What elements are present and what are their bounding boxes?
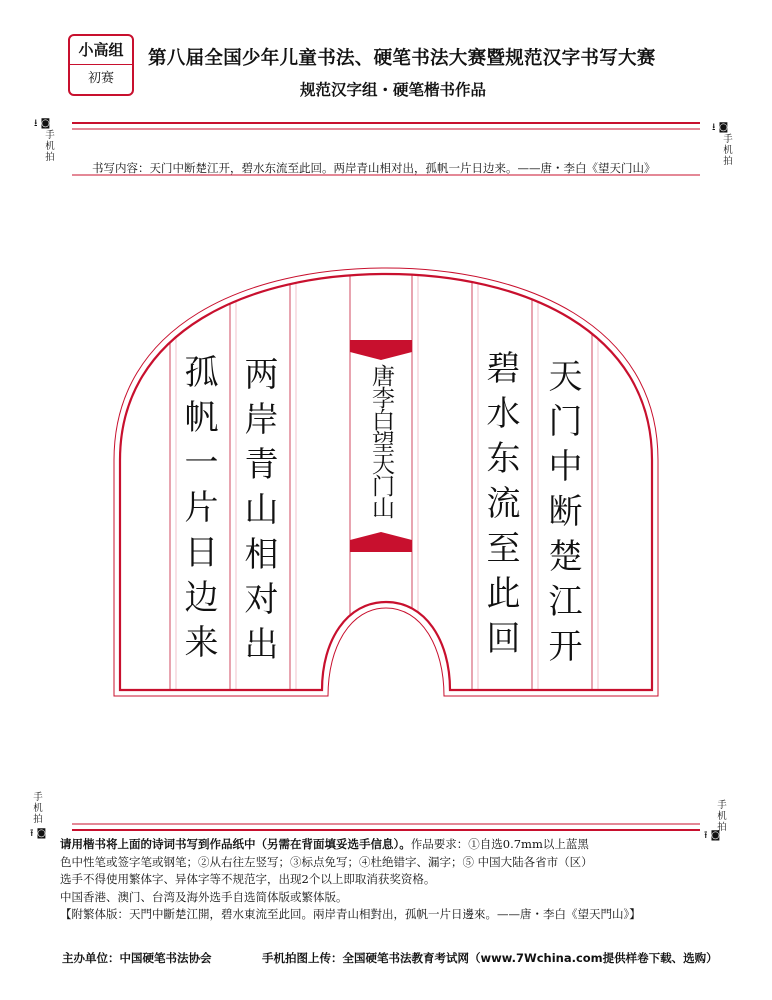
camera-download-icon: ⭳ ◙ (712, 122, 729, 133)
phone-shoot-label-bl: 手机拍 (33, 792, 43, 825)
instructions-line-1 (60, 836, 720, 854)
instructions-requirements: 作品要求：①自选0.7mm以上蓝黑 (410, 837, 589, 851)
signature-column: 唐李白望天门山 (368, 364, 394, 518)
camera-download-icon: ⭳ ◙ (34, 118, 51, 129)
phone-shoot-label-tr: 手机拍 (723, 134, 733, 167)
camera-upload-icon: ⭱ ◙ (704, 830, 721, 841)
page-subtitle: 规范汉字组・硬笔楷书作品 (300, 81, 487, 99)
poem-column-1: 天门中断楚江开 (542, 358, 582, 673)
instructions-line-5: 【附繁体版：天門中斷楚江開，碧水東流至此回。兩岸青山相對出，孤帆一片日邊來。——唐・李白《望天門山》】 (60, 907, 641, 921)
instructions-heading: 请用楷书将上面的诗词书写到作品纸中（另需在背面填妥选手信息）。 (60, 837, 411, 851)
instructions-line-3: 选手不得使用繁体字、异体字等不规范字，出现2个以上即取消获奖资格。 (60, 872, 436, 886)
poem-column-3: 两岸青山相对出 (238, 356, 278, 671)
poem-column-4: 孤帆一片日边来 (178, 354, 218, 669)
writing-content: 书写内容：天门中断楚江开，碧水东流至此回。两岸青山相对出，孤帆一片日边来。——唐・李白《望天门山》 (92, 161, 656, 175)
page-title: 第八届全国少年儿童书法、硬笔书法大赛暨规范汉字书写大赛 (148, 48, 656, 69)
instructions-line-4: 中国香港、澳门、台湾及海外选手自选简体版或繁体版。 (60, 889, 348, 904)
organizer-label: 主办单位：中国硬笔书法协会 (62, 951, 212, 965)
camera-upload-icon: ⭱ ◙ (30, 828, 47, 839)
instructions-block (60, 836, 720, 924)
group-label: 小高组 (70, 36, 132, 65)
phone-shoot-label-br: 手机拍 (717, 800, 727, 833)
upload-info: 手机拍图上传：全国硬笔书法教育考试网（www.7Wchina.com提供样卷下载、选购） (262, 951, 718, 965)
poem-column-2: 碧水东流至此回 (480, 350, 520, 665)
instructions-line-2: 色中性笔或签字笔或钢笔；②从右往左竖写；③标点免写；④杜绝错字、漏字；⑤ 中国大陆各省市（区） (60, 854, 593, 869)
phone-shoot-label-tl: 手机拍 (45, 130, 55, 163)
round-label: 初赛 (87, 71, 114, 86)
